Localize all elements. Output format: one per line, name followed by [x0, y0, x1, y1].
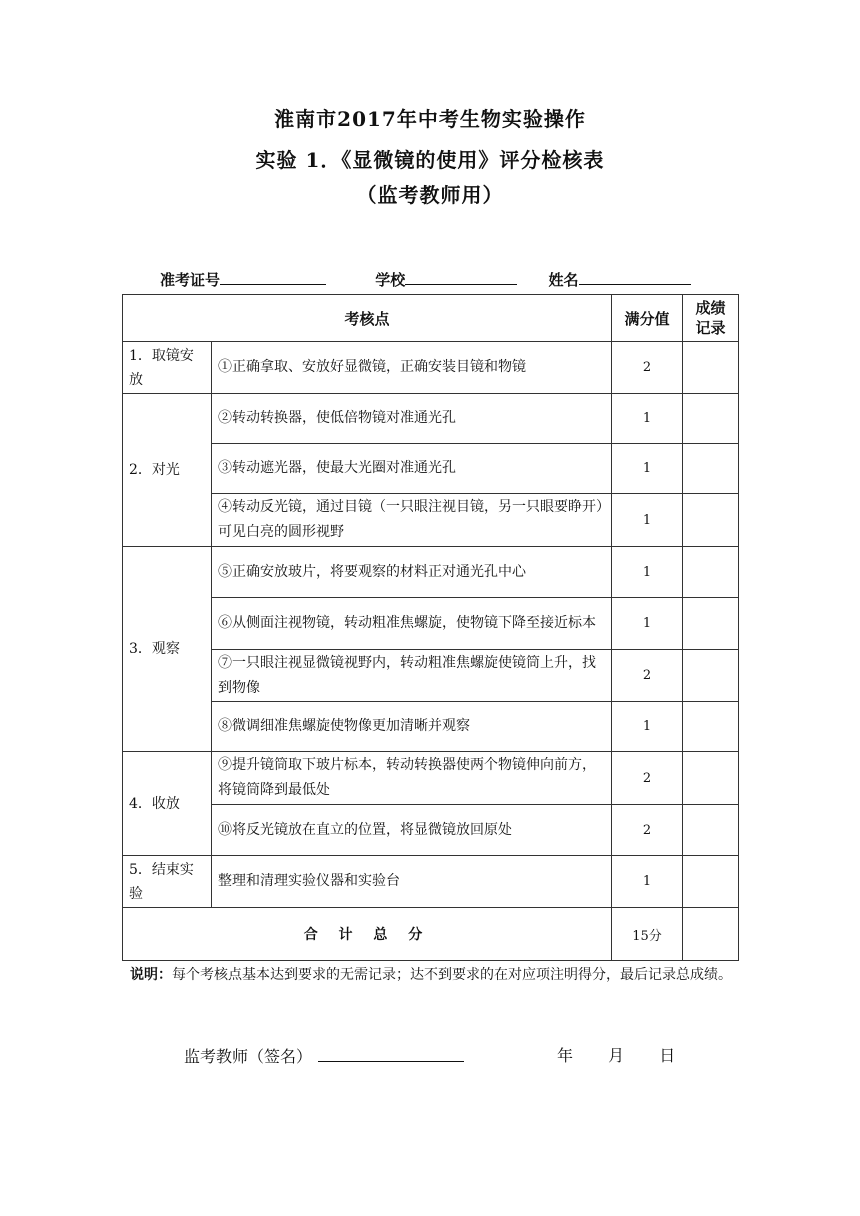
note-label: 说明： [130, 967, 172, 983]
record-cell[interactable] [683, 547, 739, 598]
item-text: ⑤正确安放玻片，将要观察的材料正对通光孔中心 [212, 547, 612, 598]
item-score: 1 [612, 856, 683, 908]
category-cell: 1．取镜安放 [123, 342, 212, 394]
record-cell[interactable] [683, 805, 739, 856]
item-score: 1 [612, 547, 683, 598]
item-score: 2 [612, 805, 683, 856]
item-score: 1 [612, 444, 683, 494]
header-assessment-point: 考核点 [123, 295, 612, 342]
item-text: ⑧微调细准焦螺旋使物像更加清晰并观察 [212, 702, 612, 752]
date-row [557, 1043, 705, 1066]
instructions-note [130, 963, 742, 987]
item-text: ⑦一只眼注视显微镜视野内，转动粗准焦螺旋使镜筒上升，找到物像 [212, 650, 612, 702]
category-cell: 3．观察 [123, 547, 212, 752]
item-score: 1 [612, 394, 683, 444]
total-label: 合 计 总 分 [123, 908, 612, 961]
table-row [123, 598, 739, 650]
item-text: ⑩将反光镜放在直立的位置，将显微镜放回原处 [212, 805, 612, 856]
record-cell[interactable] [683, 752, 739, 805]
school-field[interactable] [405, 268, 517, 285]
name-label: 姓名 [548, 271, 579, 289]
exam-id-label: 准考证号 [160, 271, 221, 289]
header-record: 成绩记录 [683, 295, 739, 342]
total-value: 15分 [612, 908, 683, 961]
table-row [123, 650, 739, 702]
table-row [123, 547, 739, 598]
table-row [123, 805, 739, 856]
header-full-score: 满分值 [612, 295, 683, 342]
total-row [123, 908, 739, 961]
table-row [123, 394, 739, 444]
category-cell: 2．对光 [123, 394, 212, 547]
item-text: ①正确拿取、安放好显微镜，正确安装目镜和物镜 [212, 342, 612, 394]
record-cell[interactable] [683, 444, 739, 494]
item-score: 1 [612, 494, 683, 547]
document-audience-note: （监考教师用） [356, 183, 504, 207]
signature-row [184, 1043, 464, 1067]
table-row [123, 342, 739, 394]
record-cell[interactable] [683, 494, 739, 547]
candidate-info-row [160, 268, 691, 290]
item-score: 2 [612, 342, 683, 394]
category-cell: 5．结束实验 [123, 856, 212, 908]
record-cell[interactable] [683, 342, 739, 394]
item-score: 1 [612, 702, 683, 752]
exam-id-field[interactable] [220, 268, 326, 285]
name-field[interactable] [579, 268, 691, 285]
date-day-label: 日 [659, 1046, 676, 1065]
item-text: ②转动转换器，使低倍物镜对准通光孔 [212, 394, 612, 444]
note-text: 每个考核点基本达到要求的无需记录；达不到要求的在对应项注明得分，最后记录总成绩。 [172, 967, 732, 983]
table-row [123, 702, 739, 752]
document-title: 淮南市2017年中考生物实验操作 [274, 107, 586, 131]
table-row [123, 494, 739, 547]
date-year-label: 年 [557, 1046, 574, 1065]
item-text: ⑥从侧面注视物镜，转动粗准焦螺旋，使物镜下降至接近标本 [212, 598, 612, 650]
record-cell[interactable] [683, 702, 739, 752]
document-subtitle: 实验 1．《显微镜的使用》评分检核表 [255, 148, 605, 172]
category-cell: 4．收放 [123, 752, 212, 856]
record-cell[interactable] [683, 394, 739, 444]
item-score: 2 [612, 752, 683, 805]
item-text: ④转动反光镜，通过目镜（一只眼注视目镜，另一只眼要睁开）可见白亮的圆形视野 [212, 494, 612, 547]
record-cell[interactable] [683, 856, 739, 908]
total-record-cell[interactable] [683, 908, 739, 961]
table-row [123, 444, 739, 494]
item-text: ⑨提升镜筒取下玻片标本，转动转换器使两个物镜伸向前方，将镜筒降到最低处 [212, 752, 612, 805]
signature-field[interactable] [318, 1043, 464, 1062]
item-text: 整理和清理实验仪器和实验台 [212, 856, 612, 908]
item-score: 1 [612, 598, 683, 650]
record-cell[interactable] [683, 598, 739, 650]
signature-label: 监考教师（签名） [184, 1047, 313, 1066]
item-score: 2 [612, 650, 683, 702]
school-label: 学校 [375, 271, 406, 289]
item-text: ③转动遮光器，使最大光圈对准通光孔 [212, 444, 612, 494]
assessment-table [122, 294, 739, 961]
date-month-label: 月 [608, 1046, 625, 1065]
table-row [123, 856, 739, 908]
table-row [123, 752, 739, 805]
record-cell[interactable] [683, 650, 739, 702]
